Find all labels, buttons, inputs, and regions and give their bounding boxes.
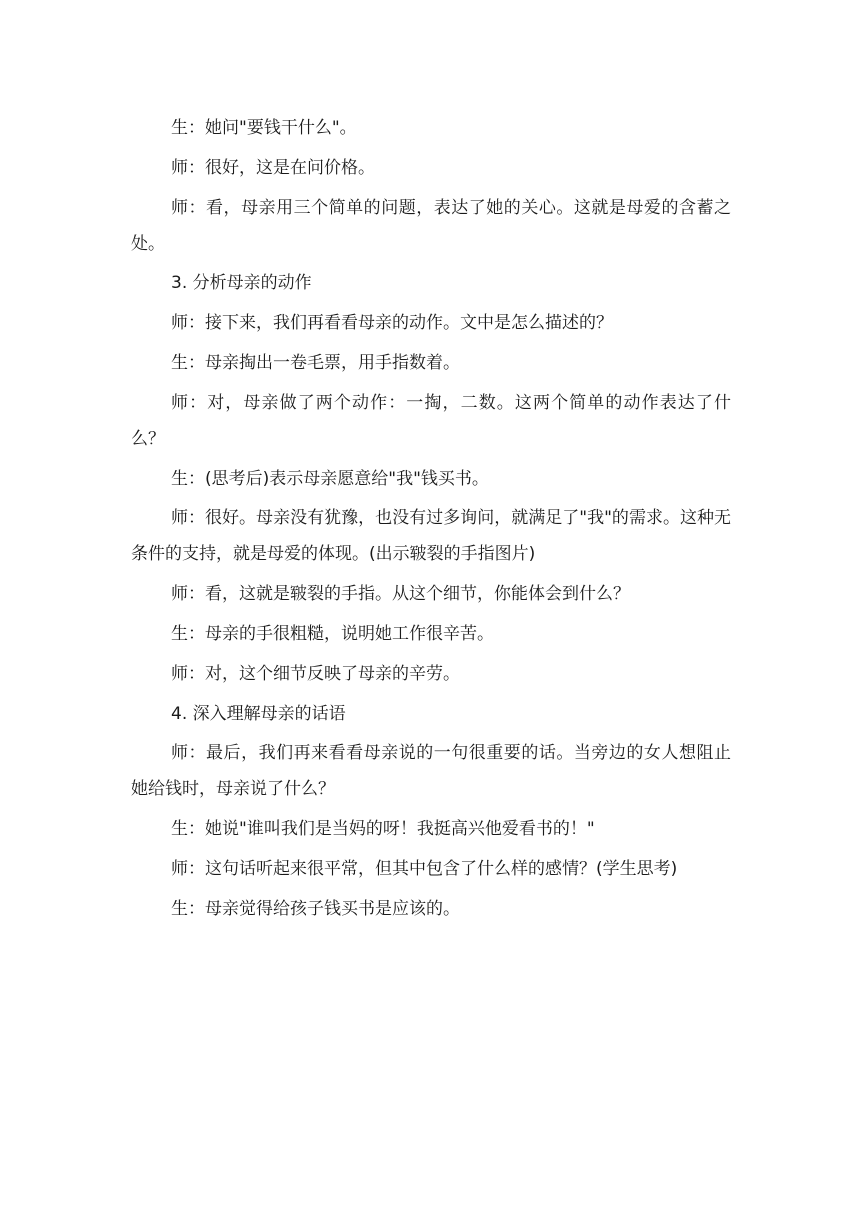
paragraph-student-quote: 生：她说"谁叫我们是当妈的呀！我挺高兴他爱看书的！" xyxy=(171,819,595,840)
paragraph-teacher-three-questions: 师：看，母亲用三个简单的问题，表达了她的关心。这就是母爱的含蓄之处。 xyxy=(131,197,731,254)
paragraph-student-counts-money: 生：母亲掏出一卷毛票，用手指数着。 xyxy=(171,352,460,373)
paragraph-teacher-cracked-fingers: 师：看，这就是皲裂的手指。从这个细节，你能体会到什么？ xyxy=(171,584,630,605)
paragraph-teacher-hard-work: 师：对，这个细节反映了母亲的辛劳。 xyxy=(171,663,460,684)
paragraph-teacher-look-actions: 师：接下来，我们再看看母亲的动作。文中是怎么描述的？ xyxy=(171,313,613,334)
section-heading-actions: 3. 分析母亲的动作 xyxy=(171,273,312,294)
paragraph-student-willing: 生：(思考后)表示母亲愿意给"我"钱买书。 xyxy=(171,468,489,489)
section-heading-words: 4. 深入理解母亲的话语 xyxy=(171,703,346,724)
document-body xyxy=(131,110,731,931)
paragraph-student-should-give: 生：母亲觉得给孩子钱买书是应该的。 xyxy=(171,898,460,919)
paragraph-student-asks-why: 生：她问"要钱干什么"。 xyxy=(171,118,357,138)
paragraph-teacher-price: 师：很好，这是在问价格。 xyxy=(171,157,375,178)
paragraph-teacher-two-actions: 师：对，母亲做了两个动作：一掏，二数。这两个简单的动作表达了什么？ xyxy=(131,392,731,449)
paragraph-teacher-unconditional: 师：很好。母亲没有犹豫，也没有过多询问，就满足了"我"的需求。这种无条件的支持，就是母爱的体现。(出示皲裂的手指图片) xyxy=(131,508,731,565)
paragraph-teacher-emotion: 师：这句话听起来很平常，但其中包含了什么样的感情？(学生思考) xyxy=(171,858,678,879)
paragraph-student-rough-hands: 生：母亲的手很粗糙，说明她工作很辛苦。 xyxy=(171,623,494,644)
paragraph-teacher-important-words: 师：最后，我们再来看看母亲说的一句很重要的话。当旁边的女人想阻止她给钱时，母亲说了什么？ xyxy=(131,743,731,800)
